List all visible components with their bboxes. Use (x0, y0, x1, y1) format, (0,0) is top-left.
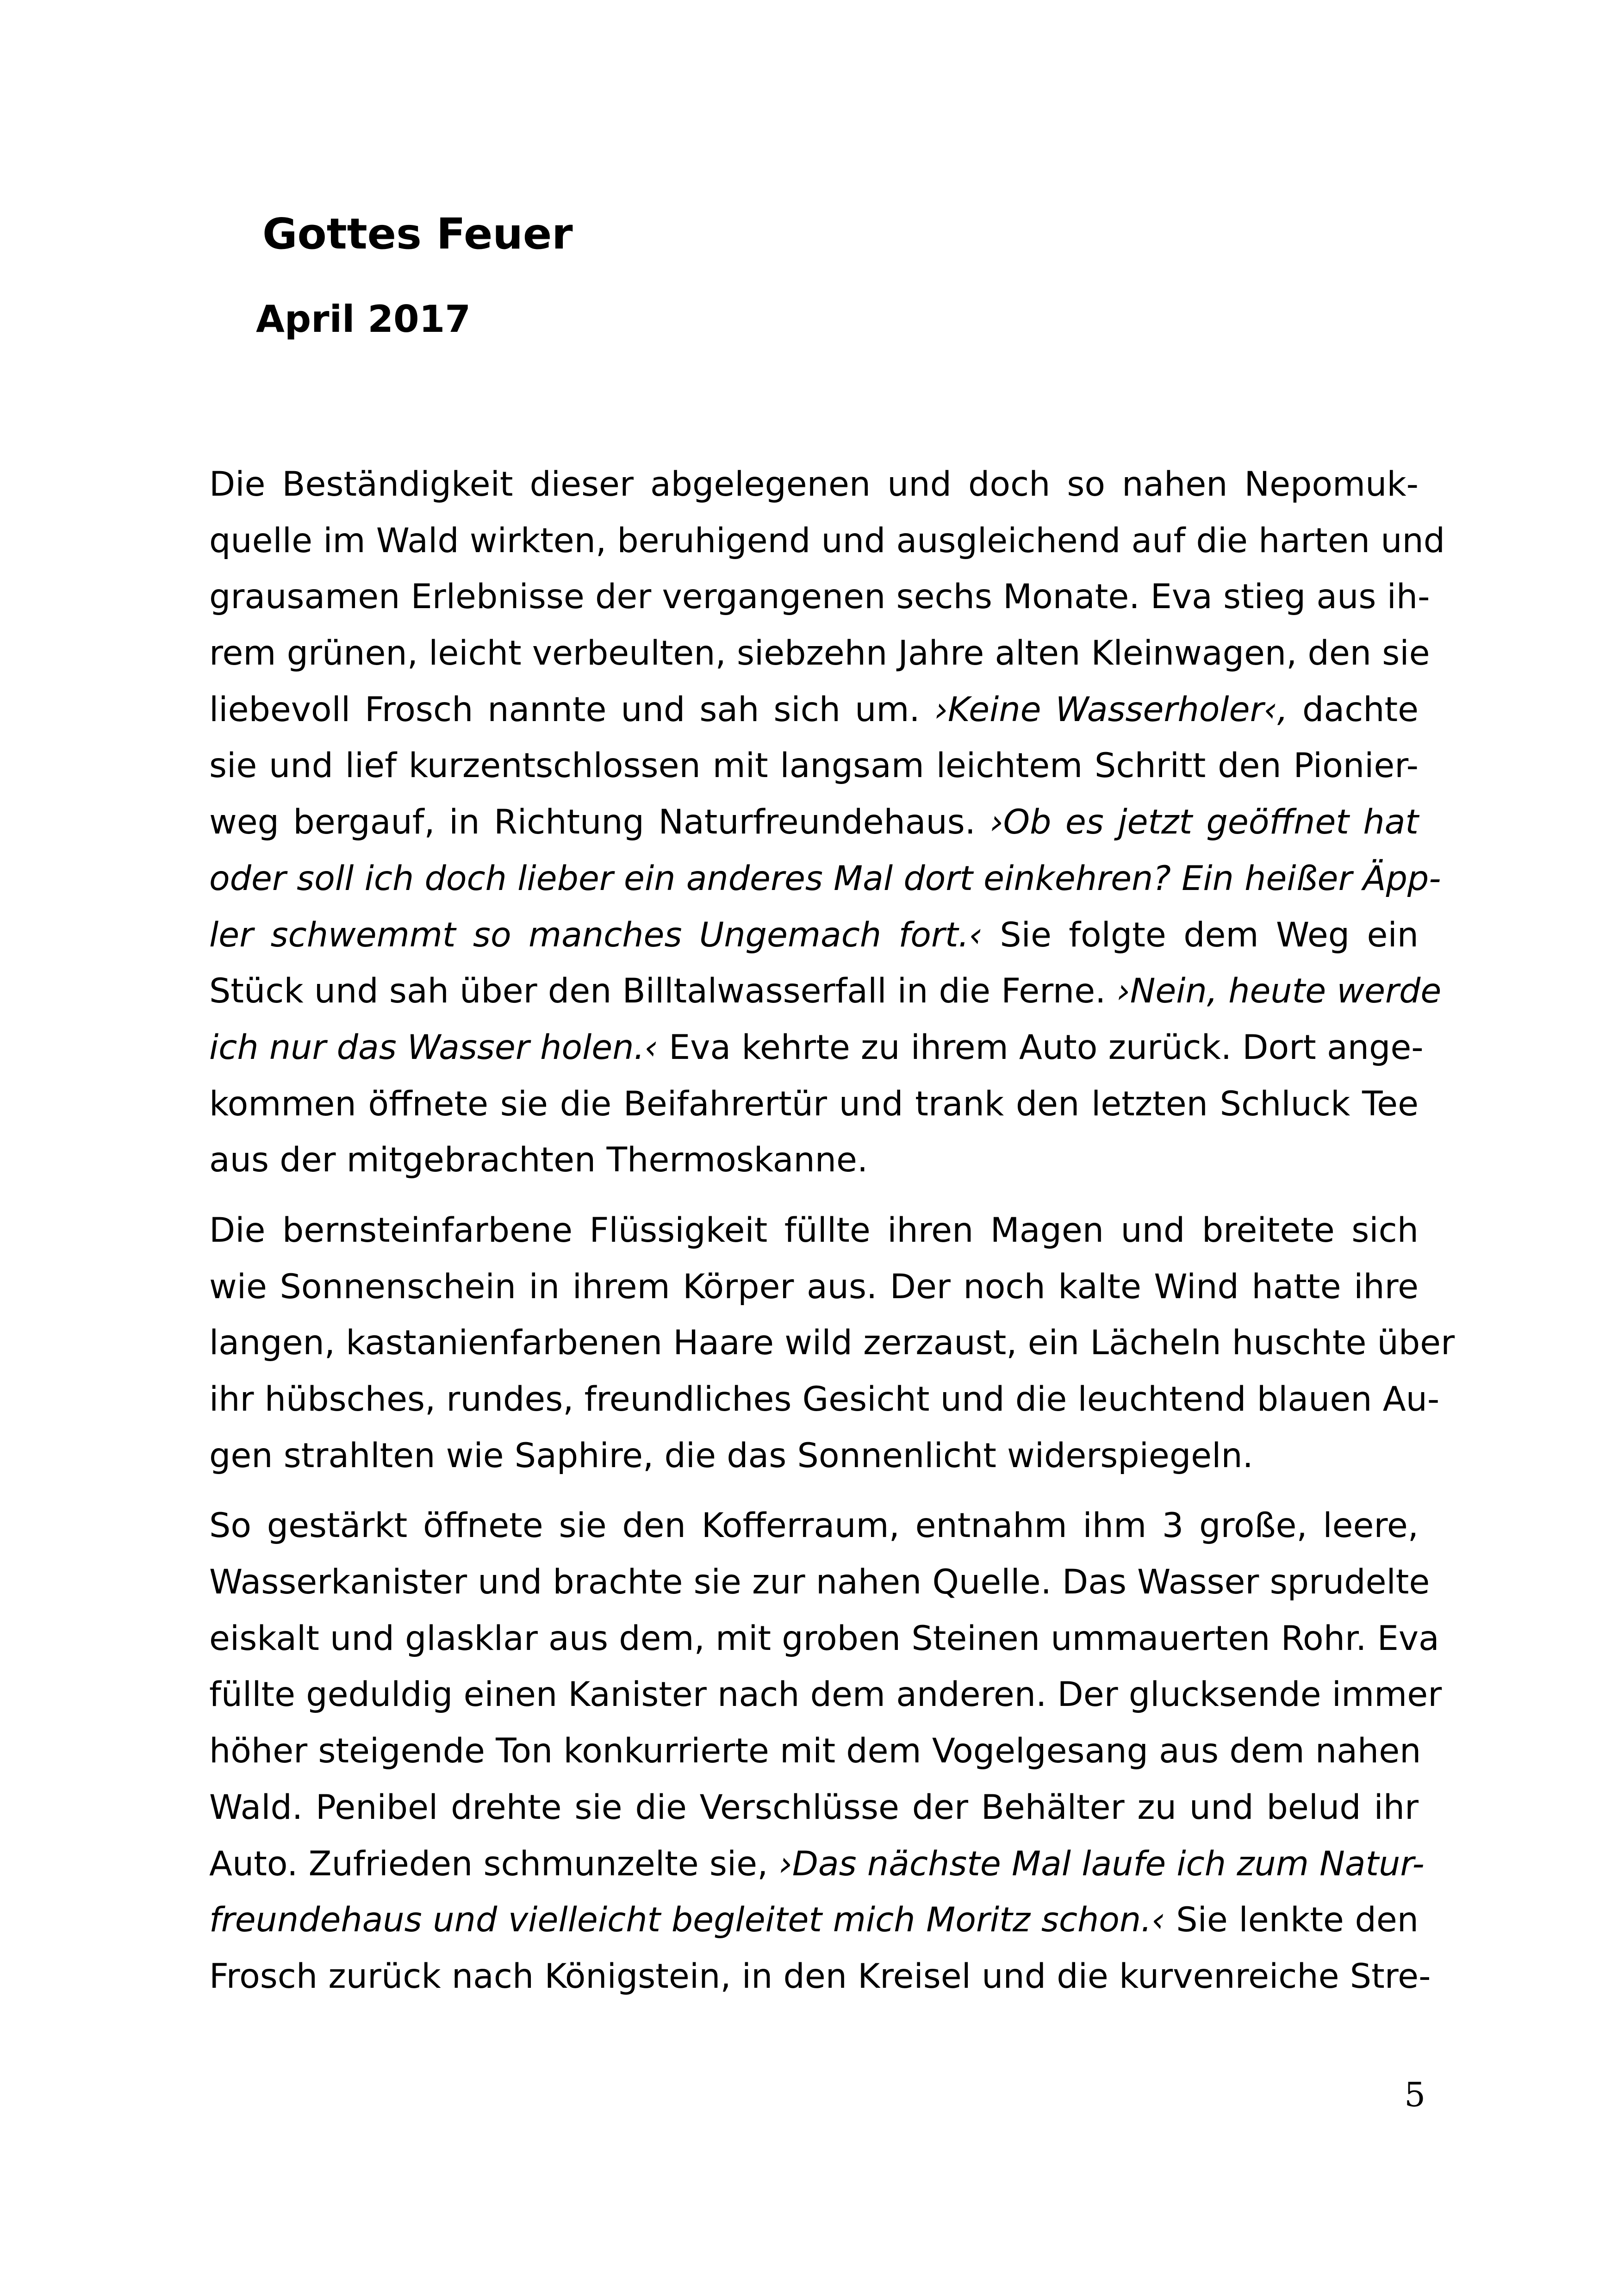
paragraph (209, 456, 1445, 1188)
text-line (209, 1259, 1419, 1315)
text-segment: Wasserkanister und brachte sie zur nahen Quelle. Das Wasser sprudelte (209, 1562, 1430, 1602)
text-line (209, 1315, 1455, 1371)
text-segment: füllte geduldig einen Kanister nach dem anderen. Der glucksende immer (209, 1675, 1442, 1715)
text-line (209, 1202, 1419, 1259)
text-line (209, 1667, 1442, 1723)
paragraph (209, 1202, 1455, 1484)
text-segment: quelle im Wald wirkten, beruhigend und ausgleichend auf die harten und (209, 521, 1445, 560)
italic-thought-text: ›Keine Wasserholer‹, (934, 690, 1288, 729)
text-line (209, 682, 1419, 738)
text-line (209, 513, 1445, 569)
text-line (209, 1554, 1430, 1611)
text-segment: höher steigende Ton konkurrierte mit dem Vogelgesang aus dem nahen (209, 1731, 1421, 1771)
text-segment: Sie lenkte den (1165, 1900, 1419, 1940)
italic-thought-text: ler schwemmt so manches Ungemach fort.‹ (209, 915, 983, 955)
italic-thought-text: ›Ob es jetzt geöffnet hat (989, 803, 1419, 842)
text-segment: rem grünen, leicht verbeulten, siebzehn Jahre alten Kleinwagen, den sie (209, 634, 1430, 673)
body-text (209, 456, 1455, 2005)
text-segment: aus der mitgebrachten Thermoskanne. (209, 1140, 868, 1180)
text-line (209, 738, 1419, 794)
italic-thought-text: oder soll ich doch lieber ein anderes Mal dort einkehren? Ein heißer Äpp- (209, 859, 1441, 898)
italic-thought-text: ›Nein, heute werde (1116, 971, 1442, 1011)
text-segment: Die bernsteinfarbene Flüssigkeit füllte ihren Magen und breitete sich (209, 1210, 1419, 1250)
text-segment: Auto. Zufrieden schmunzelte sie, (209, 1844, 779, 1884)
text-segment: Eva kehrte zu ihrem Auto zurück. Dort ange- (658, 1027, 1424, 1067)
text-segment: gen strahlten wie Saphire, die das Sonnenlicht widerspiegeln. (209, 1436, 1253, 1475)
text-segment: Frosch zurück nach Königstein, in den Kreisel und die kurvenreiche Stre- (209, 1956, 1431, 1996)
text-segment: weg bergauf, in Richtung Naturfreundehaus. (209, 803, 990, 842)
text-segment: kommen öffnete sie die Beifahrertür und trank den letzten Schluck Tee (209, 1084, 1419, 1124)
text-line (209, 1076, 1419, 1132)
chapter-date: April 2017 (256, 298, 471, 341)
text-line (209, 851, 1441, 907)
paragraph-spacer (209, 1188, 1419, 1202)
text-line (209, 963, 1442, 1020)
text-line (209, 1892, 1419, 1948)
text-line (209, 456, 1419, 513)
text-line (209, 1132, 1419, 1188)
text-segment: grausamen Erlebnisse der vergangenen sechs Monate. Eva stieg aus ih- (209, 577, 1430, 617)
text-line (209, 1780, 1419, 1836)
text-segment: langen, kastanienfarbenen Haare wild zerzaust, ein Lächeln huschte über (209, 1323, 1455, 1363)
text-line (209, 569, 1430, 625)
text-segment: Die Beständigkeit dieser abgelegenen und doch so nahen Nepomuk- (209, 465, 1419, 504)
text-segment: wie Sonnenschein in ihrem Körper aus. Der noch kalte Wind hatte ihre (209, 1267, 1419, 1307)
text-line (209, 1836, 1425, 1892)
text-line (209, 1428, 1419, 1484)
text-segment: dachte (1288, 690, 1419, 729)
text-line (209, 1723, 1419, 1780)
text-line (209, 1611, 1439, 1667)
text-line (209, 1498, 1419, 1554)
text-line (209, 625, 1430, 682)
text-line (209, 794, 1419, 851)
chapter-title: Gottes Feuer (262, 209, 573, 259)
italic-thought-text: ich nur das Wasser holen.‹ (209, 1027, 658, 1067)
text-segment: liebevoll Frosch nannte und sah sich um. (209, 690, 934, 729)
text-segment: Wald. Penibel drehte sie die Verschlüsse der Behälter zu und belud ihr (209, 1787, 1419, 1827)
text-line (209, 1948, 1431, 2005)
text-segment: ihr hübsches, rundes, freundliches Gesicht und die leuchtend blauen Au- (209, 1380, 1440, 1419)
italic-thought-text: ›Das nächste Mal laufe ich zum Natur- (778, 1844, 1425, 1884)
text-segment: Stück und sah über den Billtalwasserfall in die Ferne. (209, 971, 1117, 1011)
text-line (209, 1020, 1424, 1076)
text-segment: Sie folgte dem Weg ein (982, 915, 1419, 955)
text-segment: So gestärkt öffnete sie den Kofferraum, entnahm ihm 3 große, leere, (209, 1506, 1419, 1546)
text-segment: sie und lief kurzentschlossen mit langsam leichtem Schritt den Pionier- (209, 746, 1419, 786)
italic-thought-text: freundehaus und vielleicht begleitet mich Moritz schon.‹ (209, 1900, 1165, 1940)
text-line (209, 1371, 1440, 1428)
paragraph (209, 1498, 1442, 2004)
page-number: 5 (1404, 2075, 1425, 2114)
text-segment: eiskalt und glasklar aus dem, mit groben Steinen ummauerten Rohr. Eva (209, 1618, 1439, 1658)
paragraph-spacer (209, 1484, 1419, 1498)
text-line (209, 907, 1419, 964)
